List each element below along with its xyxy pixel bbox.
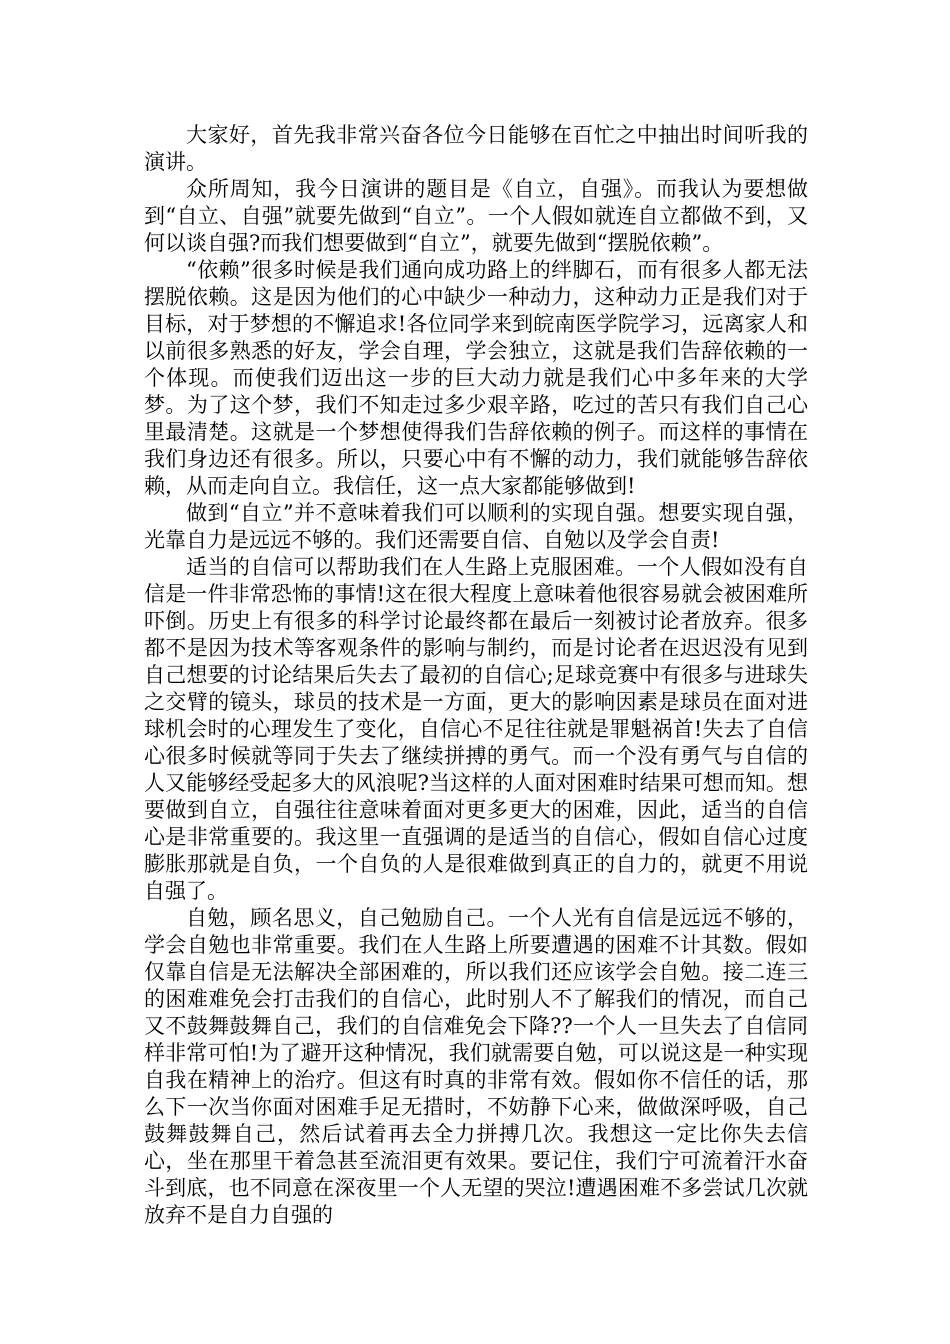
paragraph-self-encouragement: 自勉，顾名思义，自己勉励自己。一个人光有自信是远远不够的，学会自勉也非常重要。我们在人生路上所要遭遇的困难不计其数。假如仅靠自信是无法解决全部困难的，所以我们还应该学会自勉。接二连三的困难难免会打击我们的自信心，此时别人不了解我们的情况，而自己又不鼓舞鼓舞自己，我们的自信难免会下降??一个人一旦失去了自信同样非常可怕!为了避开这种情况，我们就需要自勉，可以说这是一种实现自我在精神上的治疗。但这有时真的非常有效。假如你不信任的话，那么下一次当你面对困难手足无措时，不妨静下心来，做做深呼吸，自己鼓舞鼓舞自己，然后试着再去全力拼搏几次。我想这一定比你失去信心，坐在那里干着急甚至流泪更有效果。要记住，我们宁可流着汗水奋斗到底，也不同意在深夜里一个人无望的哭泣!遭遇困难不多尝试几次就放弃不是自力自强的: [144, 906, 808, 1227]
paragraph-self-reliance: 做到“自立”并不意味着我们可以顺利的实现自强。想要实现自强，光靠自力是远远不够的。我们还需要自信、自勉以及学会自责!: [144, 501, 808, 552]
speech-body: [144, 122, 808, 1229]
paragraph-confidence: 适当的自信可以帮助我们在人生路上克服困难。一个人假如没有自信是一件非常恐怖的事情!这在很大程度上意味着他很容易就会被困难所吓倒。历史上有很多的科学讨论最终都在最后一刻被讨论者放弃。很多都不是因为技术等客观条件的影响与制约，而是讨论者在迟迟没有见到自己想要的讨论结果后失去了最初的自信心;足球竞赛中有很多与进球失之交臂的镜头，球员的技术是一方面，更大的影响因素是球员在面对进球机会时的心理发生了变化，自信心不足往往就是罪魁祸首!失去了自信心很多时候就等同于失去了继续拼搏的勇气。而一个没有勇气与自信的人又能够经受起多大的风浪呢?当这样的人面对困难时结果可想而知。想要做到自立，自强往往意味着面对更多更大的困难，因此，适当的自信心是非常重要的。我这里一直强调的是适当的自信心，假如自信心过度膨胀那就是自负，一个自负的人是很难做到真正的自力的，就更不用说自强了。: [144, 555, 808, 903]
paragraph-greeting: 大家好，首先我非常兴奋各位今日能够在百忙之中抽出时间听我的演讲。: [144, 123, 808, 174]
paragraph-topic: 众所周知，我今日演讲的题目是《自立，自强》。而我认为要想做到“自立、自强”就要先做到“自立”。一个人假如就连自立都做不到，又何以谈自强?而我们想要做到“自立”，就要先做到“摆脱依赖”。: [144, 177, 808, 255]
paragraph-dependence: “依赖”很多时候是我们通向成功路上的绊脚石，而有很多人都无法摆脱依赖。这是因为他们的心中缺少一种动力，这种动力正是我们对于目标，对于梦想的不懈追求!各位同学来到皖南医学院学习，远离家人和以前很多熟悉的好友，学会自理，学会独立，这就是我们告辞依赖的一个体现。而使我们迈出这一步的巨大动力就是我们心中多年来的大学梦。为了这个梦，我们不知走过多少艰辛路，吃过的苦只有我们自己心里最清楚。这就是一个梦想使得我们告辞依赖的例子。而这样的事情在我们身边还有很多。所以，只要心中有不懈的动力，我们就能够告辞依赖，从而走向自立。我信任，这一点大家都能够做到!: [144, 258, 808, 498]
